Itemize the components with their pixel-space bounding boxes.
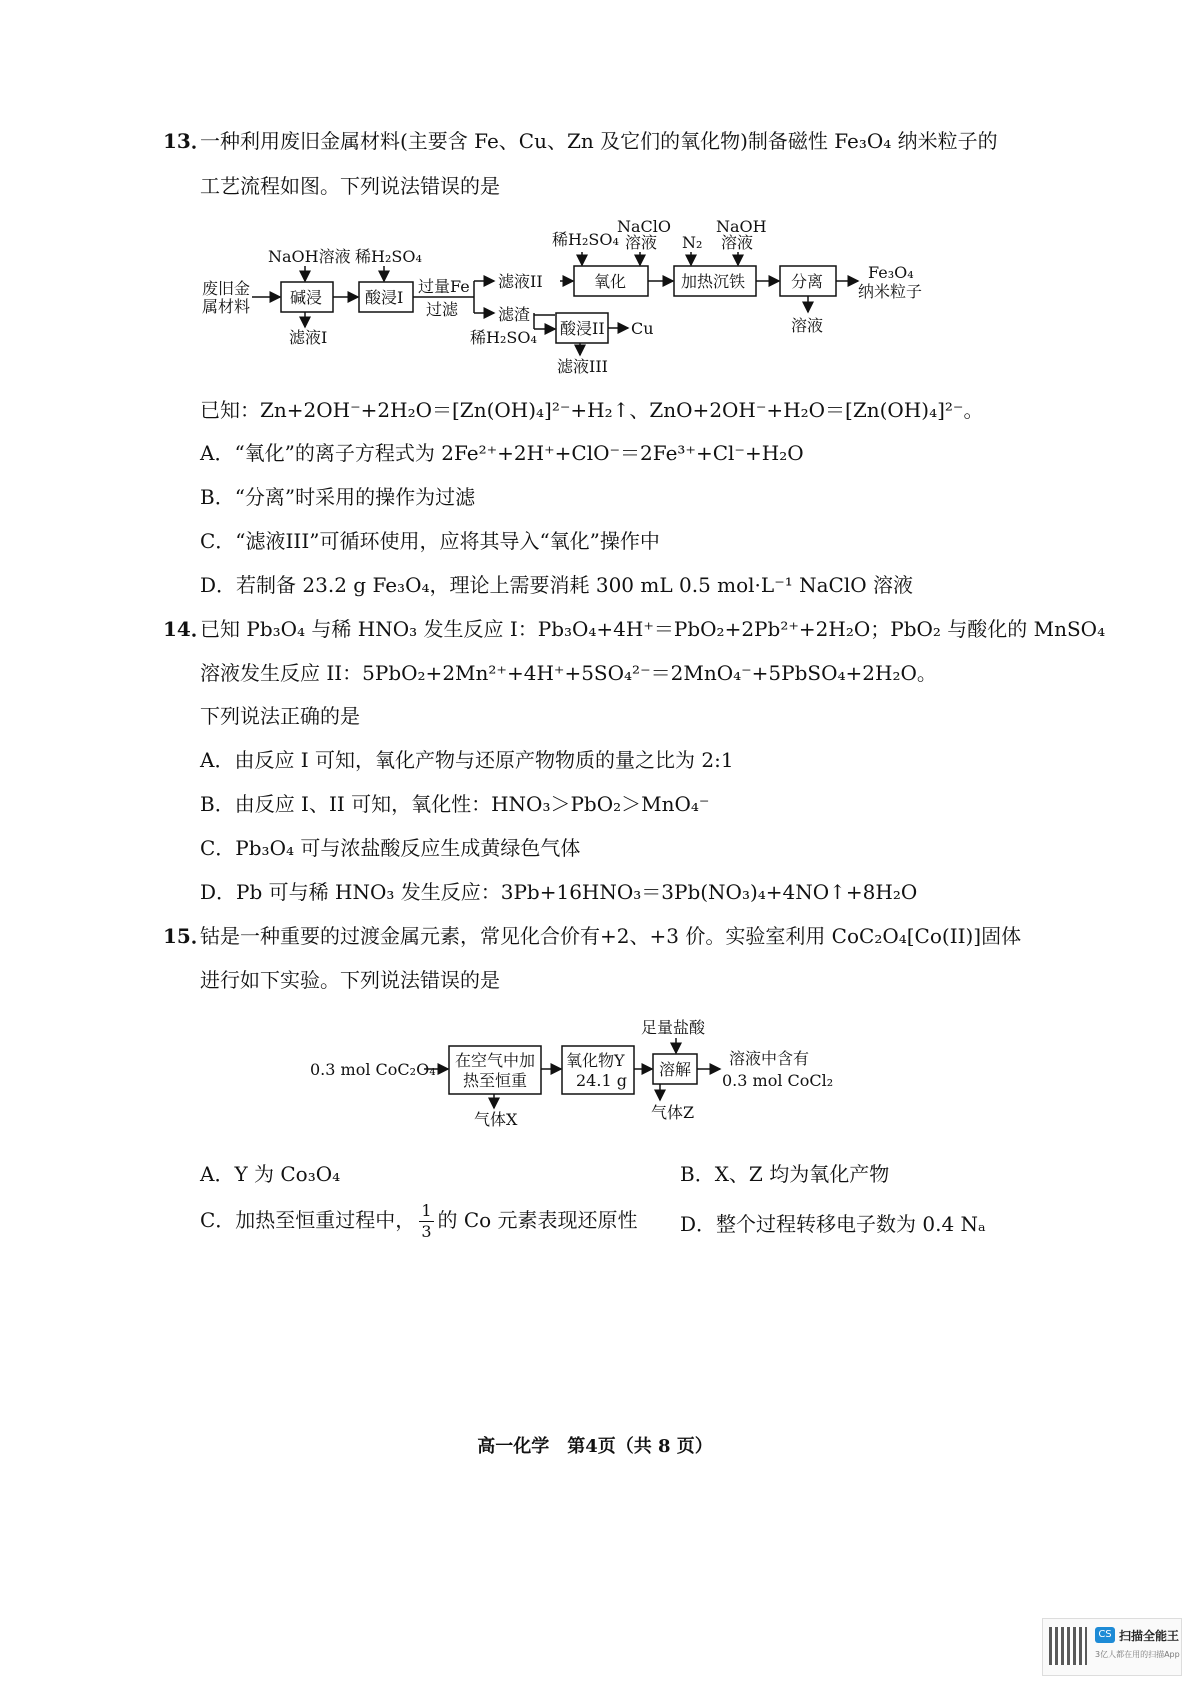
q13-reagent4-line1: NaClO (617, 217, 672, 236)
q13-filtrate1: 滤液I (289, 328, 328, 347)
q13-box1-label: 碱浸 (290, 288, 323, 307)
q14-stem-line1: 已知 Pb₃O₄ 与稀 HNO₃ 发生反应 I：Pb₃O₄+4H⁺＝PbO₂+2Pb²⁺+2H₂O；PbO₂ 与酸化的 MnSO₄ (200, 617, 1106, 641)
q13-option-a: A．“氧化”的离子方程式为 2Fe²⁺+2H⁺+ClO⁻＝2Fe³⁺+Cl⁻+H₂O (200, 441, 804, 465)
q15-gas-z: 气体Z (651, 1103, 695, 1122)
q13-reagent6-line2: 溶液 (721, 233, 754, 252)
q15-gas-x: 气体X (474, 1110, 518, 1129)
q13-cu: Cu (631, 319, 654, 338)
q15-box3-label: 溶解 (659, 1060, 692, 1079)
scanner-watermark (1042, 1618, 1182, 1676)
q13-stem-line1: 一种利用废旧金属材料(主要含 Fe、Cu、Zn 及它们的氧化物)制备磁性 Fe₃O₄ 纳米粒子的 (200, 129, 998, 153)
q15-fraction-denominator: 3 (421, 1222, 432, 1241)
q13-filtration: 过滤 (426, 300, 459, 319)
q13-box4-label: 加热沉铁 (681, 272, 746, 291)
q13-reagent4-line2: 溶液 (625, 233, 658, 252)
q14-stem-line3: 下列说法正确的是 (200, 704, 360, 728)
q13-reagent3: 稀H₂SO₄ (552, 230, 619, 249)
q15-stem-line2: 进行如下实验。下列说法错误的是 (200, 968, 500, 992)
q15-option-d: D．整个过程转移电子数为 0.4 Nₐ (680, 1212, 986, 1236)
q13-reagent7: 稀H₂SO₄ (470, 328, 537, 347)
q15-fraction-numerator: 1 (421, 1201, 432, 1220)
q15-option-c-fraction (419, 1203, 433, 1240)
q13-reagent2: 稀H₂SO₄ (355, 247, 422, 266)
q13-box2-label: 酸浸I (365, 288, 404, 307)
q13-input-line1: 废旧金 (202, 279, 251, 298)
q15-stem-line1: 钴是一种重要的过渡金属元素，常见化合价有+2、+3 价。实验室利用 CoC₂O₄[Co(II)]固体 (200, 924, 1022, 948)
q14-option-a: A．由反应 I 可知，氧化产物与还原产物物质的量之比为 2:1 (200, 748, 734, 772)
q15-box2-line2: 24.1 g (576, 1071, 627, 1090)
q13-excess-fe: 过量Fe (418, 277, 470, 296)
q13-reagent6-line1: NaOH (716, 217, 767, 236)
q15-box2-line1: 氧化物Y (566, 1051, 625, 1070)
q13-box5-label: 分离 (791, 272, 824, 291)
q15-option-b: B．X、Z 均为氧化产物 (680, 1162, 890, 1186)
q13-box3-label: 氧化 (594, 272, 627, 291)
q13-option-b: B．“分离”时采用的操作为过滤 (200, 485, 476, 509)
watermark-subtitle: 3亿人都在用的扫描App (1095, 1650, 1180, 1659)
watermark-title: 扫描全能王 (1119, 1629, 1180, 1643)
q15-box1-line1: 在空气中加 (455, 1051, 536, 1070)
q15-result-line2: 0.3 mol CoCl₂ (722, 1071, 834, 1090)
q13-product-line2: 纳米粒子 (858, 282, 923, 301)
q14-stem-line2: 溶液发生反应 II：5PbO₂+2Mn²⁺+4H⁺+5SO₄²⁻＝2MnO₄⁻+5PbSO₄+2H₂O。 (200, 661, 937, 685)
q15-option-a: A．Y 为 Co₃O₄ (200, 1162, 341, 1186)
q13-known: 已知：Zn+2OH⁻+2H₂O＝[Zn(OH)₄]²⁻+H₂↑、ZnO+2OH⁻+H₂O＝[Zn(OH)₄]²⁻。 (200, 398, 984, 422)
q13-filtrate2: 滤液II (498, 272, 543, 291)
q13-reagent1: NaOH溶液 (268, 247, 351, 266)
camscanner-logo-icon: CS (1095, 1627, 1115, 1643)
q13-stem-line2: 工艺流程如图。下列说法错误的是 (200, 174, 500, 198)
q13-box6-label: 酸浸II (560, 319, 605, 338)
q13-residue: 滤渣 (498, 305, 531, 324)
q13-filtrate3: 滤液III (557, 357, 608, 376)
q13-number: 13． (163, 129, 211, 153)
q13-option-c: C．“滤液III”可循环使用，应将其导入“氧化”操作中 (200, 529, 660, 553)
q15-option-c (200, 1203, 638, 1240)
q15-option-c-post: 的 Co 元素表现还原性 (437, 1208, 638, 1232)
q15-reagent: 足量盐酸 (641, 1018, 706, 1037)
q15-number: 15． (163, 924, 211, 948)
q13-solution: 溶液 (791, 316, 824, 335)
q13-product-line1: Fe₃O₄ (868, 263, 914, 282)
q14-option-d: D．Pb 可与稀 HNO₃ 发生反应：3Pb+16HNO₃＝3Pb(NO₃)₄+4NO↑+8H₂O (200, 880, 918, 904)
q15-result-line1: 溶液中含有 (729, 1049, 810, 1068)
q15-box1-line2: 热至恒重 (463, 1071, 528, 1090)
q14-option-c: C．Pb₃O₄ 可与浓盐酸反应生成黄绿色气体 (200, 836, 581, 860)
q14-number: 14． (163, 617, 211, 641)
q14-option-b: B．由反应 I、II 可知，氧化性：HNO₃＞PbO₂＞MnO₄⁻ (200, 792, 710, 816)
q13-option-d: D．若制备 23.2 g Fe₃O₄，理论上需要消耗 300 mL 0.5 mol·L⁻¹ NaClO 溶液 (200, 573, 913, 597)
q13-reagent5: N₂ (682, 233, 703, 252)
q13-input-line2: 属材料 (202, 297, 251, 316)
page-footer: 高一化学 第4页（共 8 页） (477, 1436, 713, 1457)
q15-option-c-pre: C．加热至恒重过程中， (200, 1208, 416, 1232)
q15-input: 0.3 mol CoC₂O₄ (310, 1060, 436, 1079)
qr-code-icon (1049, 1627, 1087, 1665)
